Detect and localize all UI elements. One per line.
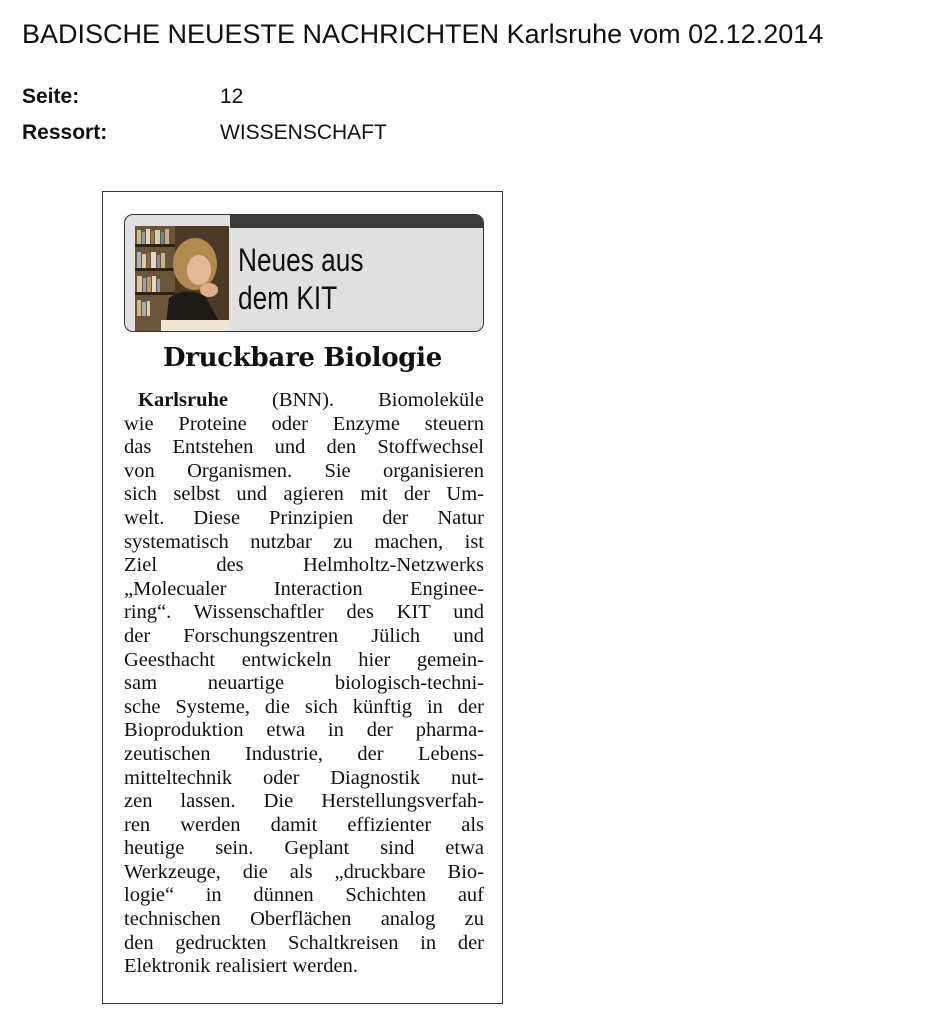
section-label: Ressort: bbox=[22, 121, 108, 144]
newspaper-clipping bbox=[102, 191, 503, 1004]
article-line-first bbox=[124, 389, 484, 413]
article-line: Werkzeuge, die als „druckbare Bio- bbox=[124, 860, 484, 883]
article-headline: Druckbare Biologie bbox=[163, 343, 442, 373]
rubric-title-line-1: Neues aus bbox=[238, 242, 364, 278]
rubric-box bbox=[124, 214, 484, 332]
rubric-photo-library-reader bbox=[135, 226, 229, 332]
article-line: mitteltechnik oder Diagnostik nut- bbox=[124, 766, 484, 789]
article-line: Geesthacht entwickeln hier gemein- bbox=[124, 648, 484, 671]
article-line: systematisch nutzbar zu machen, ist bbox=[124, 530, 484, 553]
article-line: das Entstehen und den Stoffwechsel bbox=[124, 436, 484, 459]
masthead-title: BADISCHE NEUESTE NACHRICHTEN Karlsruhe vom 02.12.2014 bbox=[22, 19, 824, 49]
article-line: heutige sein. Geplant sind etwa bbox=[124, 837, 484, 860]
article-line: ring“. Wissenschaftler des KIT und bbox=[124, 601, 484, 624]
article-line: Bioproduktion etwa in der pharma- bbox=[124, 719, 484, 742]
article-line: von Organismen. Sie organisieren bbox=[124, 459, 484, 482]
rubric-title-line-2: dem KIT bbox=[238, 280, 338, 316]
article-line: sche Systeme, die sich künftig in der bbox=[124, 695, 484, 718]
section-name: WISSENSCHAFT bbox=[220, 121, 387, 144]
article-line-first-rest: (BNN). Biomoleküle bbox=[227, 389, 484, 411]
article-line: logie“ in dünnen Schichten auf bbox=[124, 884, 484, 907]
page-number: 12 bbox=[220, 85, 244, 108]
article-line: ren werden damit effizienter als bbox=[124, 813, 484, 836]
article-line: welt. Diese Prinzipien der Natur bbox=[124, 506, 484, 529]
article-line: zeutischen Industrie, der Lebens- bbox=[124, 742, 484, 765]
article-line: der Forschungszentren Jülich und bbox=[124, 624, 484, 647]
article-line: wie Proteine oder Enzyme steuern bbox=[124, 412, 484, 435]
article-line: „Molecualer Interaction Enginee- bbox=[124, 577, 484, 600]
article-line: sich selbst und agieren mit der Um- bbox=[124, 483, 484, 506]
article-line: zen lassen. Die Herstellungsverfah- bbox=[124, 790, 484, 813]
article-line: technischen Oberflächen analog zu bbox=[124, 908, 484, 931]
article-line: den gedruckten Schaltkreisen in der bbox=[124, 931, 484, 954]
article-line: sam neuartige biologisch-techni- bbox=[124, 672, 484, 695]
article-body bbox=[124, 389, 484, 979]
rubric-title bbox=[238, 241, 363, 317]
article-line: Elektronik realisiert werden. bbox=[124, 955, 358, 978]
rubric-top-bar bbox=[230, 215, 483, 228]
article-dateline: Karlsruhe bbox=[138, 389, 228, 411]
page-label: Seite: bbox=[22, 85, 80, 108]
article-line: Ziel des Helmholtz-Netzwerks bbox=[124, 554, 484, 577]
